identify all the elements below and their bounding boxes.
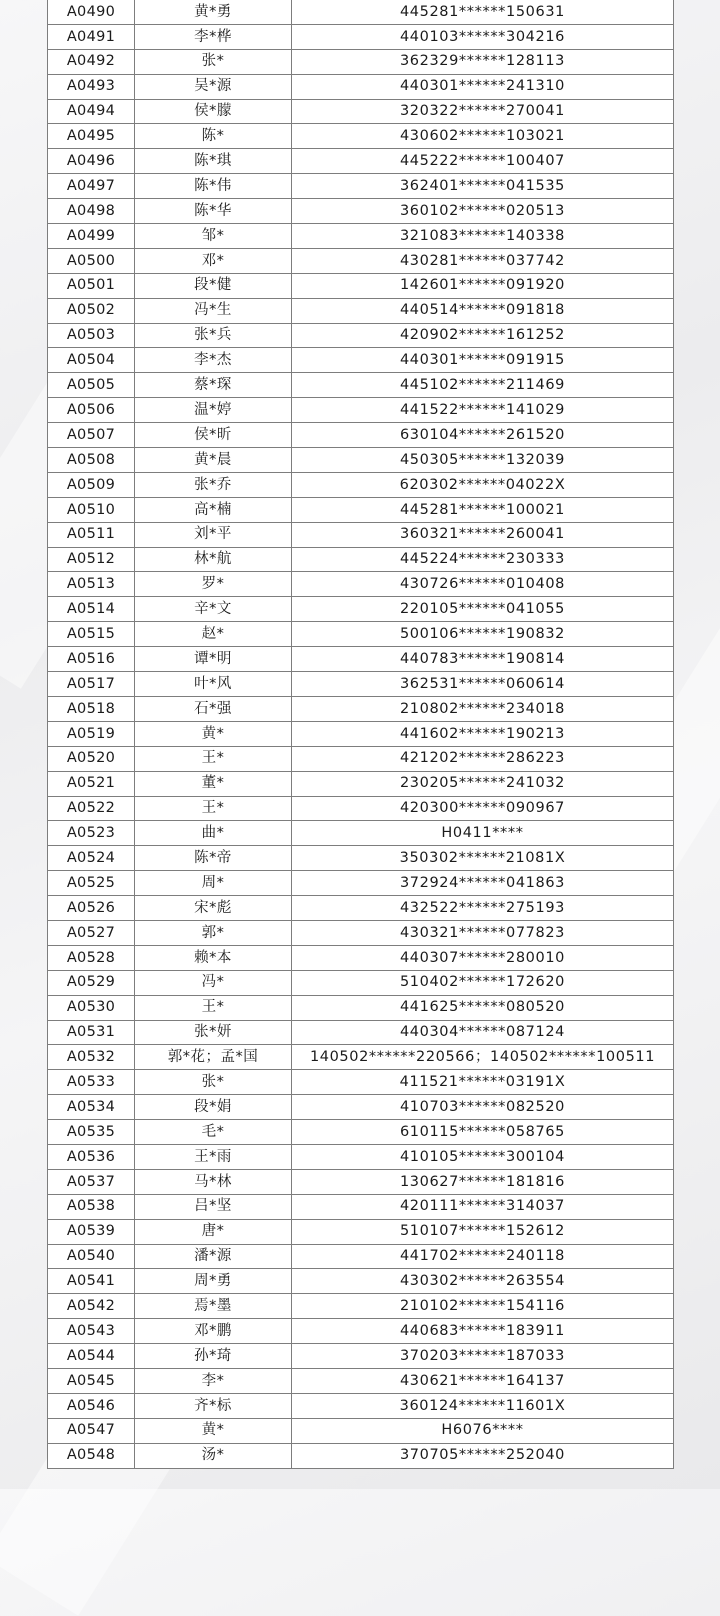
records-table: [47, 0, 674, 1469]
holder-name-cell: 石*强: [135, 696, 292, 721]
id-number-cell: 445281******100021: [292, 497, 674, 522]
id-number-cell: 420902******161252: [292, 323, 674, 348]
record-code-cell: A0495: [48, 124, 135, 149]
id-number-cell: 430302******263554: [292, 1269, 674, 1294]
table-row: [48, 224, 674, 249]
holder-name-cell: 侯*朦: [135, 99, 292, 124]
id-number-cell: 510107******152612: [292, 1219, 674, 1244]
record-code-cell: A0491: [48, 24, 135, 49]
table-row: [48, 1244, 674, 1269]
record-code-cell: A0500: [48, 248, 135, 273]
id-number-cell: 360102******020513: [292, 199, 674, 224]
holder-name-cell: 黄*勇: [135, 0, 292, 24]
holder-name-cell: 毛*: [135, 1120, 292, 1145]
table-row: [48, 970, 674, 995]
holder-name-cell: 邓*: [135, 248, 292, 273]
id-number-cell: 360321******260041: [292, 522, 674, 547]
record-code-cell: A0548: [48, 1443, 135, 1468]
table-row: [48, 572, 674, 597]
holder-name-cell: 黄*: [135, 1418, 292, 1443]
record-code-cell: A0507: [48, 423, 135, 448]
table-row: [48, 896, 674, 921]
record-code-cell: A0536: [48, 1144, 135, 1169]
record-code-cell: A0540: [48, 1244, 135, 1269]
id-number-cell: 410105******300104: [292, 1144, 674, 1169]
table-row: [48, 647, 674, 672]
table-row: [48, 1194, 674, 1219]
holder-name-cell: 吴*源: [135, 74, 292, 99]
holder-name-cell: 郭*花；孟*国: [135, 1045, 292, 1070]
id-number-cell: 440103******304216: [292, 24, 674, 49]
holder-name-cell: 王*: [135, 995, 292, 1020]
id-number-cell: 445102******211469: [292, 373, 674, 398]
table-row: [48, 298, 674, 323]
record-code-cell: A0523: [48, 821, 135, 846]
table-row: [48, 597, 674, 622]
table-row: [48, 1020, 674, 1045]
holder-name-cell: 段*娟: [135, 1095, 292, 1120]
record-code-cell: A0529: [48, 970, 135, 995]
holder-name-cell: 侯*昕: [135, 423, 292, 448]
holder-name-cell: 张*: [135, 1070, 292, 1095]
id-number-cell: 445281******150631: [292, 0, 674, 24]
table-row: [48, 746, 674, 771]
table-row: [48, 398, 674, 423]
id-number-cell: 411521******03191X: [292, 1070, 674, 1095]
table-row: [48, 149, 674, 174]
record-code-cell: A0493: [48, 74, 135, 99]
record-code-cell: A0511: [48, 522, 135, 547]
holder-name-cell: 赵*: [135, 622, 292, 647]
holder-name-cell: 冯*生: [135, 298, 292, 323]
record-code-cell: A0522: [48, 796, 135, 821]
id-number-cell: 360124******11601X: [292, 1393, 674, 1418]
id-number-cell: 440304******087124: [292, 1020, 674, 1045]
id-number-cell: 441625******080520: [292, 995, 674, 1020]
id-number-cell: 321083******140338: [292, 224, 674, 249]
id-number-cell: 370705******252040: [292, 1443, 674, 1468]
table-row: [48, 1393, 674, 1418]
record-code-cell: A0503: [48, 323, 135, 348]
holder-name-cell: 张*兵: [135, 323, 292, 348]
id-number-cell: 430726******010408: [292, 572, 674, 597]
id-number-cell: 610115******058765: [292, 1120, 674, 1145]
id-number-cell: 362401******041535: [292, 174, 674, 199]
table-row: [48, 49, 674, 74]
table-row: [48, 920, 674, 945]
id-number-cell: 445222******100407: [292, 149, 674, 174]
id-number-cell: 441702******240118: [292, 1244, 674, 1269]
holder-name-cell: 王*: [135, 746, 292, 771]
holder-name-cell: 张*妍: [135, 1020, 292, 1045]
record-code-cell: A0505: [48, 373, 135, 398]
holder-name-cell: 罗*: [135, 572, 292, 597]
record-code-cell: A0492: [48, 49, 135, 74]
id-number-cell: 210802******234018: [292, 696, 674, 721]
table-row: [48, 1294, 674, 1319]
table-row: [48, 1344, 674, 1369]
holder-name-cell: 郭*: [135, 920, 292, 945]
id-number-cell: 430281******037742: [292, 248, 674, 273]
id-number-cell: 362531******060614: [292, 672, 674, 697]
record-code-cell: A0501: [48, 273, 135, 298]
id-number-cell: 142601******091920: [292, 273, 674, 298]
holder-name-cell: 李*桦: [135, 24, 292, 49]
record-code-cell: A0543: [48, 1319, 135, 1344]
holder-name-cell: 齐*标: [135, 1393, 292, 1418]
id-number-cell: 372924******041863: [292, 871, 674, 896]
table-row: [48, 1269, 674, 1294]
table-row: [48, 821, 674, 846]
record-code-cell: A0530: [48, 995, 135, 1020]
record-code-cell: A0527: [48, 920, 135, 945]
table-row: [48, 1368, 674, 1393]
records-table-container: [47, 0, 673, 1469]
id-number-cell: 362329******128113: [292, 49, 674, 74]
table-row: [48, 323, 674, 348]
table-row: [48, 99, 674, 124]
holder-name-cell: 马*林: [135, 1169, 292, 1194]
id-number-cell: 440683******183911: [292, 1319, 674, 1344]
table-row: [48, 771, 674, 796]
id-number-cell: 370203******187033: [292, 1344, 674, 1369]
record-code-cell: A0517: [48, 672, 135, 697]
table-row: [48, 1070, 674, 1095]
holder-name-cell: 谭*明: [135, 647, 292, 672]
id-number-cell: 420111******314037: [292, 1194, 674, 1219]
records-table-body: [48, 0, 674, 1468]
id-number-cell: 630104******261520: [292, 423, 674, 448]
record-code-cell: A0508: [48, 448, 135, 473]
holder-name-cell: 董*: [135, 771, 292, 796]
record-code-cell: A0544: [48, 1344, 135, 1369]
holder-name-cell: 宋*彪: [135, 896, 292, 921]
table-row: [48, 448, 674, 473]
holder-name-cell: 李*: [135, 1368, 292, 1393]
id-number-cell: 130627******181816: [292, 1169, 674, 1194]
holder-name-cell: 黄*: [135, 721, 292, 746]
holder-name-cell: 周*: [135, 871, 292, 896]
id-number-cell: 440301******091915: [292, 348, 674, 373]
record-code-cell: A0547: [48, 1418, 135, 1443]
id-number-cell: 620302******04022X: [292, 472, 674, 497]
record-code-cell: A0516: [48, 647, 135, 672]
id-number-cell: 510402******172620: [292, 970, 674, 995]
record-code-cell: A0531: [48, 1020, 135, 1045]
id-number-cell: 500106******190832: [292, 622, 674, 647]
table-row: [48, 248, 674, 273]
table-row: [48, 796, 674, 821]
id-number-cell: 445224******230333: [292, 547, 674, 572]
holder-name-cell: 段*健: [135, 273, 292, 298]
table-row: [48, 124, 674, 149]
table-row: [48, 174, 674, 199]
table-row: [48, 472, 674, 497]
record-code-cell: A0538: [48, 1194, 135, 1219]
table-row: [48, 348, 674, 373]
id-number-cell: 350302******21081X: [292, 846, 674, 871]
record-code-cell: A0518: [48, 696, 135, 721]
table-row: [48, 423, 674, 448]
table-row: [48, 672, 674, 697]
table-row: [48, 74, 674, 99]
id-number-cell: 430321******077823: [292, 920, 674, 945]
record-code-cell: A0499: [48, 224, 135, 249]
table-row: [48, 24, 674, 49]
table-row: [48, 995, 674, 1020]
id-number-cell: 410703******082520: [292, 1095, 674, 1120]
record-code-cell: A0534: [48, 1095, 135, 1120]
holder-name-cell: 刘*平: [135, 522, 292, 547]
holder-name-cell: 张*: [135, 49, 292, 74]
holder-name-cell: 曲*: [135, 821, 292, 846]
record-code-cell: A0496: [48, 149, 135, 174]
holder-name-cell: 汤*: [135, 1443, 292, 1468]
holder-name-cell: 叶*风: [135, 672, 292, 697]
record-code-cell: A0498: [48, 199, 135, 224]
id-number-cell: 440783******190814: [292, 647, 674, 672]
holder-name-cell: 温*婷: [135, 398, 292, 423]
table-row: [48, 696, 674, 721]
record-code-cell: A0519: [48, 721, 135, 746]
record-code-cell: A0494: [48, 99, 135, 124]
id-number-cell: 432522******275193: [292, 896, 674, 921]
id-number-cell: 430602******103021: [292, 124, 674, 149]
table-row: [48, 945, 674, 970]
holder-name-cell: 陈*帝: [135, 846, 292, 871]
holder-name-cell: 张*乔: [135, 472, 292, 497]
id-number-cell: 430621******164137: [292, 1368, 674, 1393]
record-code-cell: A0539: [48, 1219, 135, 1244]
id-number-cell: H6076****: [292, 1418, 674, 1443]
holder-name-cell: 吕*坚: [135, 1194, 292, 1219]
record-code-cell: A0506: [48, 398, 135, 423]
holder-name-cell: 蔡*琛: [135, 373, 292, 398]
id-number-cell: H0411****: [292, 821, 674, 846]
id-number-cell: 421202******286223: [292, 746, 674, 771]
record-code-cell: A0528: [48, 945, 135, 970]
holder-name-cell: 周*勇: [135, 1269, 292, 1294]
holder-name-cell: 辛*文: [135, 597, 292, 622]
record-code-cell: A0514: [48, 597, 135, 622]
id-number-cell: 320322******270041: [292, 99, 674, 124]
holder-name-cell: 潘*源: [135, 1244, 292, 1269]
record-code-cell: A0490: [48, 0, 135, 24]
record-code-cell: A0535: [48, 1120, 135, 1145]
record-code-cell: A0533: [48, 1070, 135, 1095]
holder-name-cell: 冯*: [135, 970, 292, 995]
holder-name-cell: 陈*琪: [135, 149, 292, 174]
holder-name-cell: 邹*: [135, 224, 292, 249]
record-code-cell: A0520: [48, 746, 135, 771]
id-number-cell: 441522******141029: [292, 398, 674, 423]
table-row: [48, 846, 674, 871]
table-row: [48, 1319, 674, 1344]
record-code-cell: A0513: [48, 572, 135, 597]
table-row: [48, 1443, 674, 1468]
record-code-cell: A0524: [48, 846, 135, 871]
id-number-cell: 440301******241310: [292, 74, 674, 99]
holder-name-cell: 黄*晨: [135, 448, 292, 473]
record-code-cell: A0502: [48, 298, 135, 323]
holder-name-cell: 陈*伟: [135, 174, 292, 199]
record-code-cell: A0512: [48, 547, 135, 572]
record-code-cell: A0532: [48, 1045, 135, 1070]
id-number-cell: 450305******132039: [292, 448, 674, 473]
holder-name-cell: 林*航: [135, 547, 292, 572]
record-code-cell: A0526: [48, 896, 135, 921]
holder-name-cell: 王*: [135, 796, 292, 821]
record-code-cell: A0541: [48, 1269, 135, 1294]
holder-name-cell: 邓*鹏: [135, 1319, 292, 1344]
record-code-cell: A0525: [48, 871, 135, 896]
holder-name-cell: 赖*本: [135, 945, 292, 970]
table-row: [48, 273, 674, 298]
holder-name-cell: 焉*墨: [135, 1294, 292, 1319]
id-number-cell: 441602******190213: [292, 721, 674, 746]
record-code-cell: A0515: [48, 622, 135, 647]
table-row: [48, 1169, 674, 1194]
table-row: [48, 1045, 674, 1070]
record-code-cell: A0510: [48, 497, 135, 522]
id-number-cell: 420300******090967: [292, 796, 674, 821]
record-code-cell: A0545: [48, 1368, 135, 1393]
table-row: [48, 0, 674, 24]
holder-name-cell: 唐*: [135, 1219, 292, 1244]
id-number-cell: 440307******280010: [292, 945, 674, 970]
holder-name-cell: 陈*: [135, 124, 292, 149]
record-code-cell: A0546: [48, 1393, 135, 1418]
table-row: [48, 1144, 674, 1169]
holder-name-cell: 孙*琦: [135, 1344, 292, 1369]
table-row: [48, 1418, 674, 1443]
record-code-cell: A0542: [48, 1294, 135, 1319]
table-row: [48, 1120, 674, 1145]
holder-name-cell: 李*杰: [135, 348, 292, 373]
id-number-cell: 230205******241032: [292, 771, 674, 796]
holder-name-cell: 王*雨: [135, 1144, 292, 1169]
id-number-cell: 220105******041055: [292, 597, 674, 622]
table-row: [48, 1219, 674, 1244]
table-row: [48, 1095, 674, 1120]
table-row: [48, 547, 674, 572]
record-code-cell: A0521: [48, 771, 135, 796]
table-row: [48, 871, 674, 896]
id-number-cell: 440514******091818: [292, 298, 674, 323]
id-number-cell: 140502******220566；140502******100511: [292, 1045, 674, 1070]
record-code-cell: A0497: [48, 174, 135, 199]
holder-name-cell: 陈*华: [135, 199, 292, 224]
table-row: [48, 373, 674, 398]
table-row: [48, 622, 674, 647]
table-row: [48, 199, 674, 224]
record-code-cell: A0504: [48, 348, 135, 373]
table-row: [48, 721, 674, 746]
record-code-cell: A0537: [48, 1169, 135, 1194]
holder-name-cell: 高*楠: [135, 497, 292, 522]
table-row: [48, 522, 674, 547]
table-row: [48, 497, 674, 522]
record-code-cell: A0509: [48, 472, 135, 497]
id-number-cell: 210102******154116: [292, 1294, 674, 1319]
